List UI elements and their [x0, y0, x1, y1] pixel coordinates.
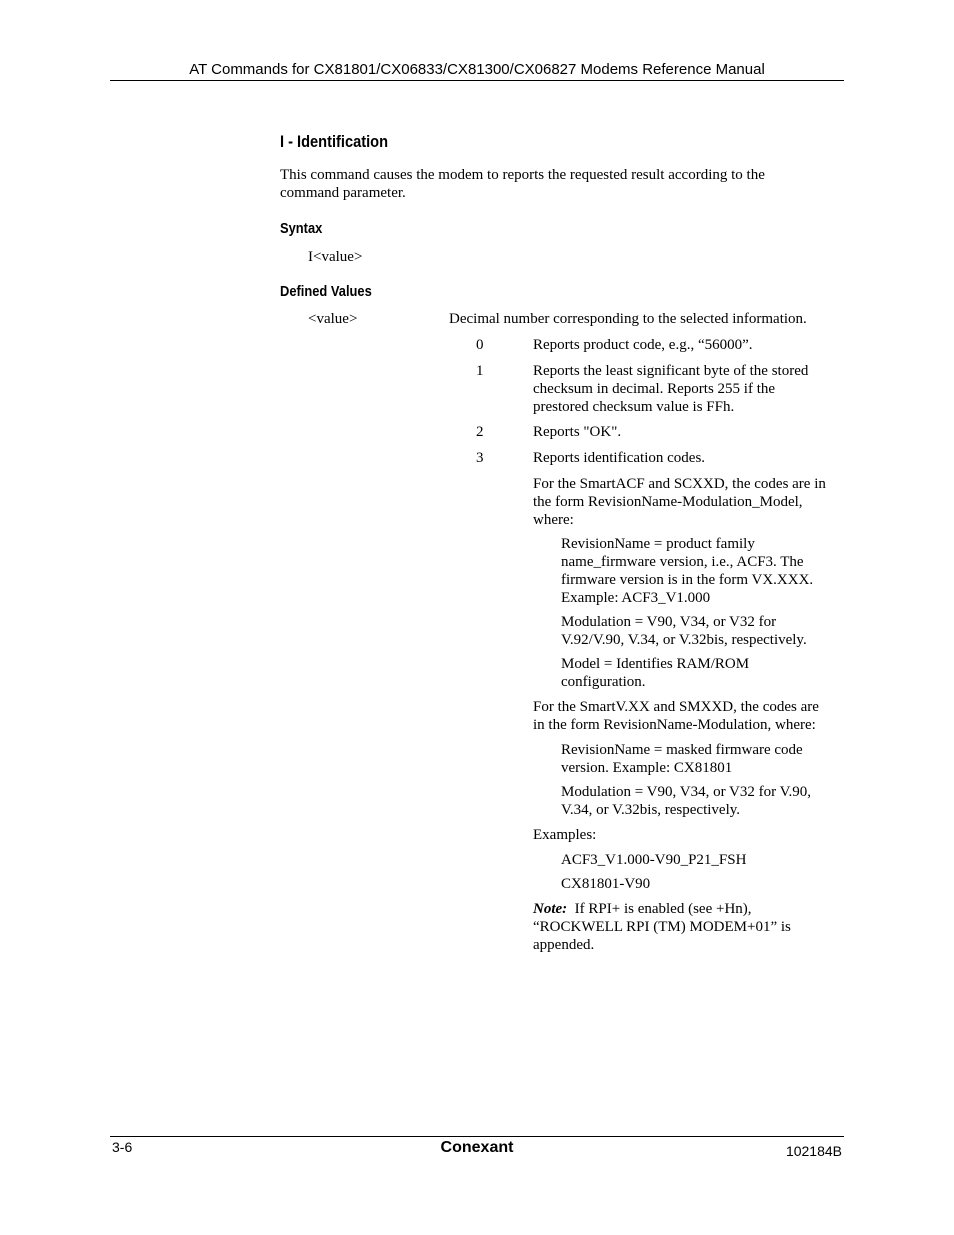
paragraph-line: version. Example: CX81801	[561, 760, 733, 776]
intro-line: This command causes the modem to reports the requested result according to the	[280, 167, 765, 183]
intro-paragraph	[280, 166, 765, 202]
value-number: 0	[476, 337, 484, 353]
value-description	[533, 423, 621, 441]
smartacf-model	[561, 655, 749, 691]
smartacf-modulation	[561, 613, 807, 649]
value-number: 3	[476, 450, 484, 466]
company-name: Conexant	[440, 1139, 514, 1156]
examples-label: Examples:	[533, 827, 597, 843]
value-number: 1	[476, 363, 484, 379]
paragraph-line: where:	[533, 512, 574, 528]
syntax-heading: Syntax	[280, 220, 323, 237]
description-line: checksum in decimal. Reports 255 if the	[533, 381, 776, 397]
smartv-paragraph	[533, 698, 819, 734]
paragraph-line: in the form RevisionName-Modulation, where:	[533, 717, 816, 733]
footer-rule	[110, 1136, 844, 1137]
paragraph-line: V.34, or V.32bis, respectively.	[561, 802, 741, 818]
param-description: Decimal number corresponding to the selected information.	[449, 311, 807, 327]
smartacf-paragraph	[533, 475, 826, 529]
value-description	[533, 449, 705, 467]
paragraph-line: RevisionName = masked firmware code	[561, 742, 803, 758]
value-number: 2	[476, 424, 484, 440]
paragraph-line: Example: ACF3_V1.000	[561, 590, 711, 606]
smartv-modulation	[561, 783, 811, 819]
note-line: If RPI+ is enabled (see +Hn),	[574, 901, 752, 917]
smartv-revision	[561, 741, 803, 777]
description-line: Reports "OK".	[533, 424, 622, 440]
paragraph-line: firmware version is in the form VX.XXX.	[561, 572, 814, 588]
running-header: AT Commands for CX81801/CX06833/CX81300/CX06827 Modems Reference Manual	[189, 61, 765, 78]
document-number: 102184B	[785, 1143, 842, 1159]
value-description	[533, 336, 753, 354]
header-rule	[110, 80, 844, 81]
defined-values-heading: Defined Values	[280, 283, 372, 300]
intro-line: command parameter.	[280, 185, 406, 201]
param-name: <value>	[308, 311, 358, 327]
example-value: CX81801-V90	[561, 876, 651, 892]
description-line: Reports product code, e.g., “56000”.	[533, 337, 753, 353]
note-label: Note:	[533, 901, 568, 917]
paragraph-line: the form RevisionName-Modulation_Model,	[533, 494, 803, 510]
note-line: “ROCKWELL RPI (TM) MODEM+01” is	[533, 919, 791, 935]
paragraph-line: Modulation = V90, V34, or V32 for	[561, 614, 777, 630]
paragraph-line: RevisionName = product family	[561, 536, 755, 552]
paragraph-line: Modulation = V90, V34, or V32 for V.90,	[561, 784, 812, 800]
paragraph-line: configuration.	[561, 674, 646, 690]
note	[533, 900, 791, 954]
note-line: appended.	[533, 937, 595, 953]
description-line: Reports the least significant byte of the stored	[533, 363, 809, 379]
smartacf-revision	[561, 535, 813, 607]
paragraph-line: name_firmware version, i.e., ACF3. The	[561, 554, 804, 570]
section-title: I - Identification	[280, 132, 389, 151]
paragraph-line: For the SmartACF and SCXXD, the codes are in	[533, 476, 826, 492]
paragraph-line: V.92/V.90, V.34, or V.32bis, respectively.	[561, 632, 807, 648]
syntax-value: I<value>	[308, 249, 363, 265]
value-description	[533, 362, 808, 416]
paragraph-line: For the SmartV.XX and SMXXD, the codes are	[533, 699, 819, 715]
description-line: prestored checksum value is FFh.	[533, 399, 735, 415]
page-number: 3-6	[112, 1139, 133, 1155]
paragraph-line: Model = Identifies RAM/ROM	[561, 656, 750, 672]
example-value: ACF3_V1.000-V90_P21_FSH	[561, 852, 747, 868]
description-line: Reports identification codes.	[533, 450, 706, 466]
